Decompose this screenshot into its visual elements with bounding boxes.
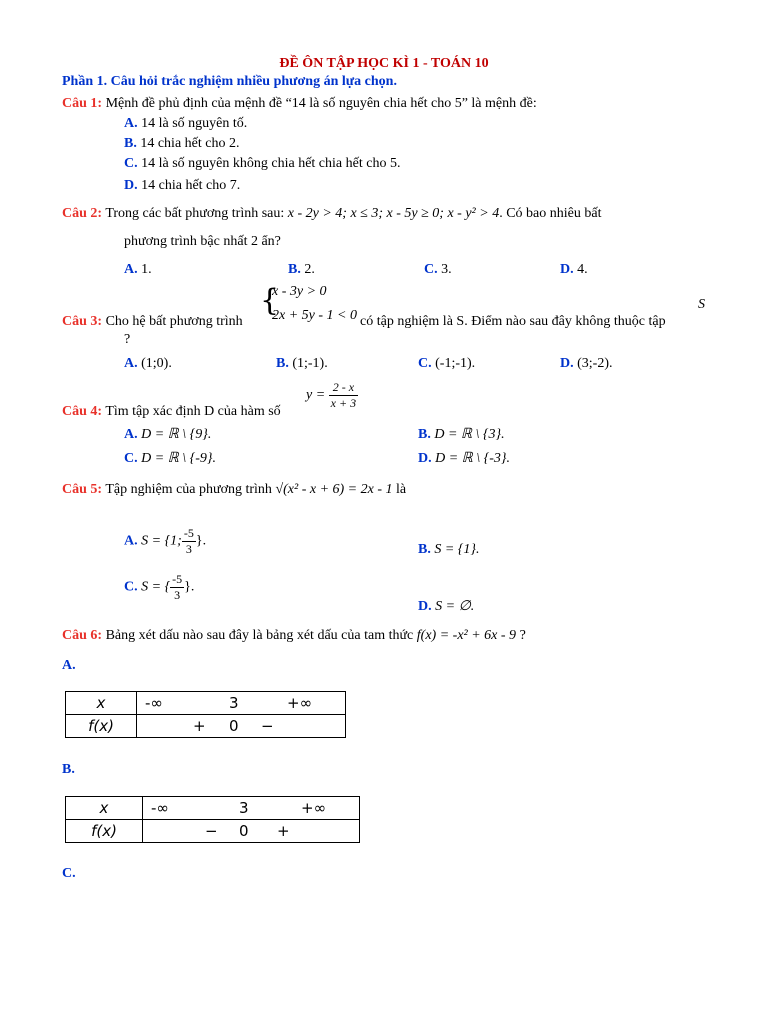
question-3-option-d[interactable] [560, 356, 613, 372]
sign-right: − [261, 717, 274, 735]
question-6-label: Câu 6: [62, 628, 103, 643]
zero-value: 0 [239, 822, 249, 840]
question-2-option-c[interactable] [424, 262, 452, 278]
option-set-close: }. [195, 533, 207, 549]
fraction-denominator: 3 [185, 542, 192, 556]
option-set-close: }. [184, 579, 195, 595]
question-4 [62, 404, 281, 420]
option-text: S = ∅. [435, 599, 475, 614]
question-4-option-a[interactable] [124, 426, 211, 443]
neg-infinity: -∞ [145, 694, 163, 712]
system-line-2: 2x + 5y - 1 < 0 [272, 308, 357, 323]
option-set-open: S = { [141, 579, 171, 595]
question-3 [62, 314, 243, 330]
question-2-inequalities: x - 2y > 4; x ≤ 3; x - 5y ≥ 0; x - y² > 4 [287, 206, 500, 221]
question-4-option-b[interactable] [418, 426, 505, 443]
question-2-option-b[interactable] [288, 262, 315, 278]
question-5-option-b[interactable] [418, 542, 480, 558]
question-6-text: Bảng xét dấu nào sau đây là bảng xét dấu của tam thức [105, 628, 414, 643]
option-key: A. [124, 356, 138, 371]
fraction-denominator: 3 [174, 588, 181, 602]
question-5 [62, 482, 406, 498]
option-text: 3. [441, 262, 452, 277]
option-key: B. [418, 427, 431, 442]
question-6-option-c[interactable]: C. [62, 866, 76, 881]
question-4-text: Tìm tập xác định D của hàm số [105, 404, 281, 419]
question-1-option-d[interactable] [124, 178, 240, 194]
question-3-qmark: ? [124, 332, 131, 347]
option-text: (3;-2). [577, 356, 613, 371]
option-key: B. [288, 262, 301, 277]
root-value: 3 [239, 799, 249, 817]
root-value: 3 [229, 694, 239, 712]
question-2-text: Trong các bất phương trình sau: [105, 206, 285, 221]
sign-left: + [193, 717, 206, 735]
option-key: B. [418, 542, 431, 557]
question-2 [62, 206, 601, 222]
question-1-option-b[interactable] [124, 136, 239, 152]
option-text: 14 là số nguyên tố. [141, 116, 248, 131]
question-6-option-a[interactable]: A. [62, 658, 76, 673]
option-key: C. [424, 262, 438, 277]
function-lhs: y = [306, 387, 326, 403]
zero-value: 0 [229, 717, 239, 735]
question-6-expression: f(x) = -x² + 6x - 9 [416, 628, 517, 643]
option-text: D = ℝ \ {-3}. [435, 451, 511, 466]
option-text: S = {1}. [434, 542, 480, 557]
option-text: (1;-1). [292, 356, 328, 371]
question-2-text-line2: phương trình bậc nhất 2 ẩn? [124, 234, 281, 249]
part-1-heading: Phần 1. Câu hỏi trắc nghiệm nhiều phương án lựa chọn. [62, 74, 397, 89]
question-5-text-cont: là [396, 482, 407, 497]
option-key: C. [124, 156, 138, 171]
option-set-open: S = {1; [141, 533, 182, 549]
option-key: A. [124, 427, 138, 442]
question-3-text: Cho hệ bất phương trình [105, 314, 243, 329]
option-text: D = ℝ \ {-9}. [141, 451, 217, 466]
option-text: 1. [141, 262, 152, 277]
question-3-text-cont: có tập nghiệm là S. Điểm nào sau đây không thuộc tập [360, 314, 666, 329]
question-1-option-c[interactable] [124, 156, 400, 172]
system-line-1: x - 3y > 0 [272, 284, 327, 299]
sign-table-a [65, 691, 346, 738]
option-text: (1;0). [141, 356, 172, 371]
system-brace: { [260, 283, 280, 318]
option-key: C. [124, 451, 138, 466]
question-2-label: Câu 2: [62, 206, 103, 221]
option-key: B. [124, 136, 137, 151]
set-s-label: S [698, 297, 705, 312]
option-key: B. [276, 356, 289, 371]
table-fx-row [143, 820, 360, 843]
question-3-option-a[interactable] [124, 356, 172, 372]
question-5-option-c[interactable] [124, 572, 194, 603]
table-x-header: x [66, 797, 143, 820]
question-4-function [306, 380, 358, 411]
table-x-row [143, 797, 360, 820]
pos-infinity: +∞ [287, 694, 313, 712]
option-key: A. [124, 116, 138, 131]
question-4-option-d[interactable] [418, 450, 510, 467]
question-3-option-c[interactable] [418, 356, 475, 372]
question-2-option-d[interactable] [560, 262, 588, 278]
fraction-numerator: -5 [172, 572, 183, 586]
function-fraction [329, 380, 358, 411]
option-key: D. [560, 356, 574, 371]
sign-right: + [277, 822, 290, 840]
option-text: 4. [577, 262, 588, 277]
option-key: C. [124, 579, 138, 595]
question-1-option-a[interactable] [124, 116, 247, 132]
option-key: D. [418, 599, 432, 614]
table-x-header: x [66, 692, 137, 715]
option-text: 14 chia hết cho 2. [140, 136, 240, 151]
option-text: D = ℝ \ {3}. [434, 427, 505, 442]
sign-left: − [205, 822, 218, 840]
sign-table-b [65, 796, 360, 843]
question-4-label: Câu 4: [62, 404, 103, 419]
option-text: (-1;-1). [435, 356, 476, 371]
option-key: C. [418, 356, 432, 371]
table-fx-row [137, 715, 346, 738]
option-text: 14 chia hết cho 7. [141, 178, 241, 193]
question-5-text: Tập nghiệm của phương trình [105, 482, 272, 497]
table-fx-header: f(x) [66, 715, 137, 738]
option-fraction [170, 572, 184, 603]
question-3-option-b[interactable] [276, 356, 328, 372]
fraction-numerator: -5 [183, 526, 194, 540]
option-text: 14 là số nguyên không chia hết chia hết cho 5. [141, 156, 401, 171]
question-5-option-a[interactable] [124, 526, 206, 557]
table-fx-header: f(x) [66, 820, 143, 843]
option-key: D. [418, 451, 432, 466]
option-key: A. [124, 262, 138, 277]
question-2-option-a[interactable] [124, 262, 152, 278]
pos-infinity: +∞ [301, 799, 327, 817]
question-5-label: Câu 5: [62, 482, 103, 497]
option-key: D. [124, 178, 138, 193]
question-5-option-d[interactable] [418, 598, 474, 615]
question-6-option-b[interactable]: B. [62, 762, 75, 777]
option-text: D = ℝ \ {9}. [141, 427, 212, 442]
table-x-row [137, 692, 346, 715]
question-6-qmark: ? [519, 628, 526, 643]
question-5-equation: √(x² - x + 6) = 2x - 1 [275, 482, 393, 497]
question-2-text-cont: . Có bao nhiêu bất [499, 206, 602, 221]
question-1-label: Câu 1: [62, 96, 103, 111]
function-numerator: 2 - x [329, 380, 358, 396]
option-text: 2. [304, 262, 315, 277]
option-fraction [182, 526, 196, 557]
function-denominator: x + 3 [330, 396, 357, 410]
question-1 [62, 96, 537, 112]
question-1-text: Mệnh đề phủ định của mệnh đề “14 là số nguyên chia hết cho 5” là mệnh đề: [105, 96, 537, 111]
question-6 [62, 628, 526, 644]
neg-infinity: -∞ [151, 799, 169, 817]
document-title: ĐỀ ÔN TẬP HỌC KÌ 1 - TOÁN 10 [279, 56, 489, 71]
option-key: D. [560, 262, 574, 277]
question-3-label: Câu 3: [62, 314, 103, 329]
option-key: A. [124, 533, 138, 549]
question-4-option-c[interactable] [124, 450, 216, 467]
